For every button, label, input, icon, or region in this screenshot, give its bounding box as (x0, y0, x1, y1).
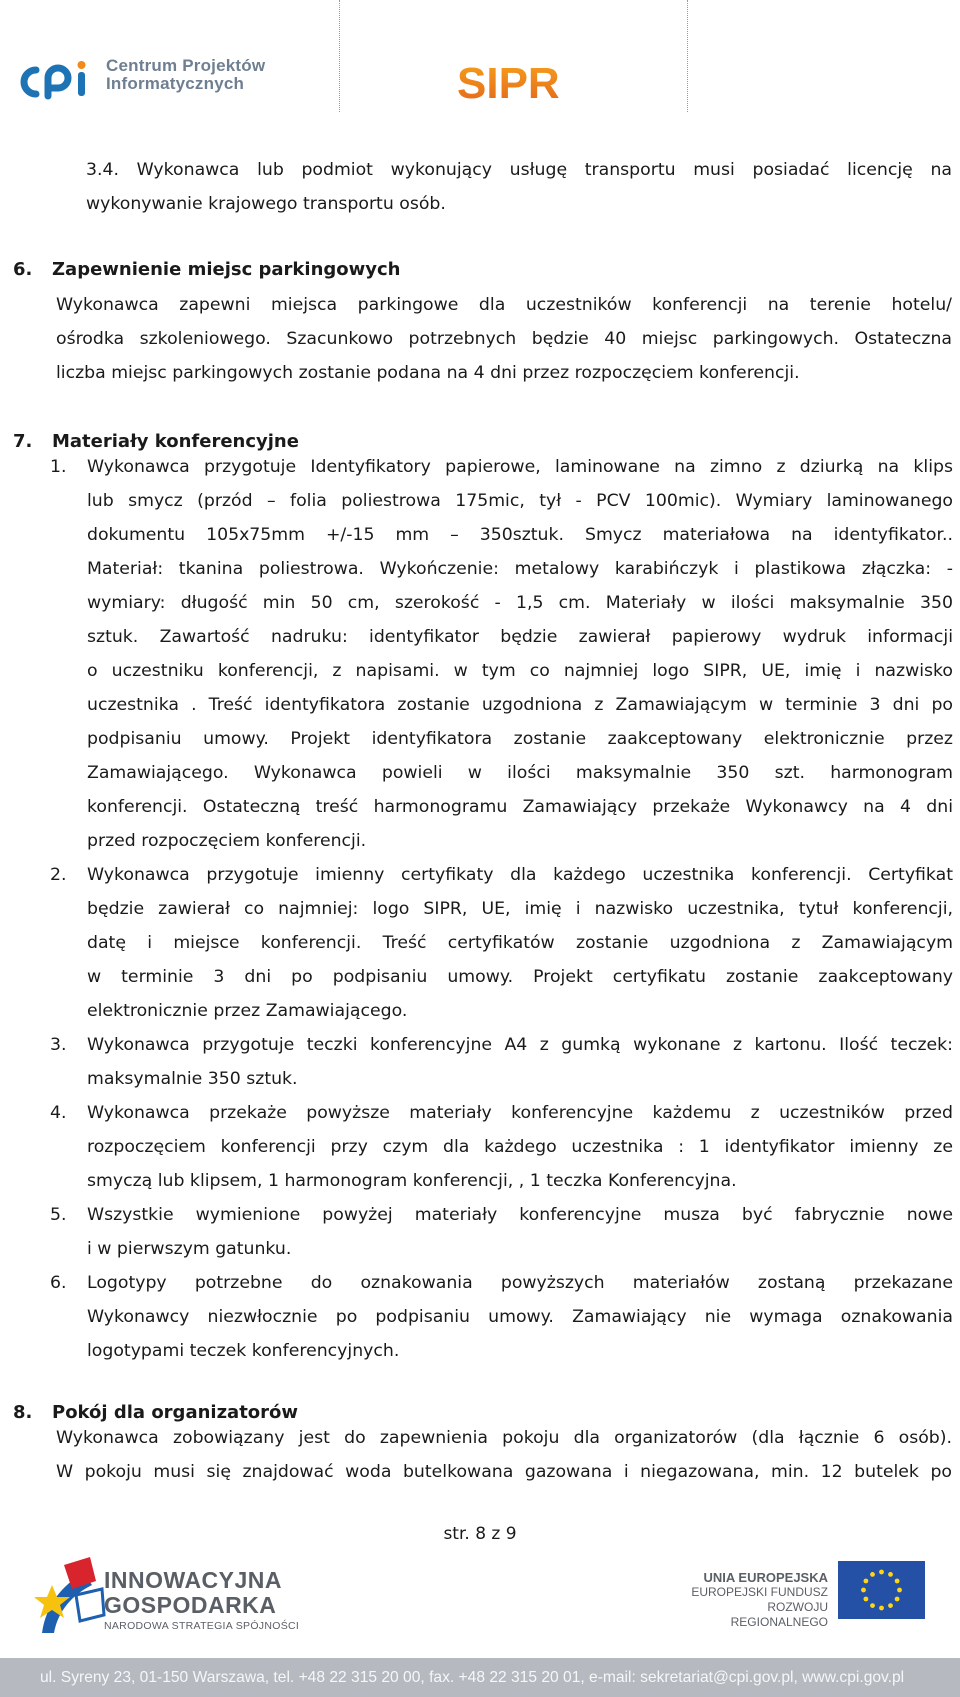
paragraph-line: o uczestniku konferencji, z napisami. w tym co najmniej logo SIPR, UE, imię i nazwisko (87, 661, 953, 681)
paragraph-line: Materiał: tkanina poliestrowa. Wykończenie: metalowy karabińczyk i plastikowa złączka: - (87, 559, 953, 579)
list-item-number: 4. (50, 1103, 67, 1123)
cpi-logo-icon (14, 56, 104, 104)
paragraph-line: smyczą lub klipsem, 1 harmonogram konferencji, , 1 teczka Konferencyjna. (87, 1171, 737, 1191)
cpi-name-line2: Informatycznych (106, 74, 245, 93)
paragraph-line: podpisaniu umowy. Projekt identyfikatora zostanie zaakceptowany elektronicznie przez (87, 729, 953, 749)
footer-address: ul. Syreny 23, 01-150 Warszawa, tel. +48 22 315 20 00, fax. +48 22 315 20 01, e-mail: sekretariat@cpi.gov.pl, www.cpi.gov.pl (40, 1669, 905, 1686)
gospodarka-text: GOSPODARKA (104, 1592, 277, 1618)
paragraph-line: Wykonawcy niezwłocznie po podpisaniu umowy. Zamawiający nie wymaga oznakowania (87, 1307, 953, 1327)
eu-flag-icon (838, 1561, 925, 1619)
paragraph-line: Logotypy potrzebne do oznakowania powyższych materiałów zostaną przekazane (87, 1273, 953, 1293)
list-item-text (87, 1198, 953, 1266)
paragraph-line: w terminie 3 dni po podpisaniu umowy. Projekt certyfikatu zostanie zaakceptowany (87, 967, 953, 987)
list-item-number: 1. (50, 457, 67, 477)
paragraph-line: sztuk. Zawartość nadruku: identyfikator będzie zawierał papierowy wydruk informacji (87, 627, 953, 647)
paragraph-line: lub smycz (przód – folia poliestrowa 175mic, tył - PCV 100mic). Wymiary laminowanego (87, 491, 953, 511)
paragraph-line: Wykonawca przekaże powyższe materiały konferencyjne każdemu z uczestników przed (87, 1103, 953, 1123)
paragraph-line: dokumentu 105x75mm +/-15 mm – 350sztuk. Smycz materiałowa na identyfikator.. (87, 525, 953, 545)
section-8-paragraph (56, 1421, 952, 1489)
paragraph-line: Wszystkie wymienione powyżej materiały konferencyjne musza być fabrycznie nowe (87, 1205, 953, 1225)
list-item-number: 5. (50, 1205, 67, 1225)
page-header (0, 0, 960, 115)
section-8-heading: Pokój dla organizatorów (52, 1402, 299, 1423)
section-7-heading: Materiały konferencyjne (52, 431, 299, 452)
list-item-text (87, 1096, 953, 1198)
paragraph-line: będzie zawierał co najmniej: logo SIPR, UE, imię i nazwisko uczestnika, tytuł konferencji, (87, 899, 953, 919)
paragraph-line: ośrodka szkoleniowego. Szacunkowo potrzebnych będzie 40 miejsc parkingowych. Ostateczna (56, 329, 952, 349)
paragraph-line: Wykonawca przygotuje Identyfikatory papierowe, laminowane na zimno z dziurką na klips (87, 457, 953, 477)
list-item-number: 6. (50, 1273, 67, 1293)
paragraph-line: konferencji. Ostateczną treść harmonogramu Zamawiający przekaże Wykonawcy na 4 dni (87, 797, 953, 817)
cpi-logo-text (106, 57, 265, 93)
paragraph-line: wykonywanie krajowego transportu osób. (86, 194, 446, 214)
list-item-number: 2. (50, 865, 67, 885)
paragraph-line: Wykonawca zapewni miejsca parkingowe dla uczestników konferencji na terenie hotelu/ (56, 295, 952, 315)
list-item-text (87, 450, 953, 858)
paragraph-line: elektronicznie przez Zamawiającego. (87, 1001, 408, 1021)
eu-line2: EUROPEJSKI FUNDUSZ (691, 1585, 828, 1599)
paragraph-line: Wykonawca zobowiązany jest do zapewnienia pokoju dla organizatorów (dla łącznie 6 osób). (56, 1428, 952, 1448)
list-item-text (87, 1028, 953, 1096)
eu-line1: UNIA EUROPEJSKA (703, 1570, 828, 1585)
paragraph-line: Wykonawca przygotuje teczki konferencyjne A4 z gumką wykonane z kartonu. Ilość teczek: (87, 1035, 953, 1055)
paragraph-line: W pokoju musi się znajdować woda butelkowana gazowana i niegazowana, min. 12 butelek po (56, 1462, 952, 1482)
header-divider (339, 0, 340, 112)
paragraph-line: przed rozpoczęciem konferencji. (87, 831, 367, 851)
section-3-4 (86, 153, 952, 221)
paragraph-line: Wykonawca przygotuje imienny certyfikaty dla każdego uczestnika konferencji. Certyfikat (87, 865, 953, 885)
page-number: str. 8 z 9 (443, 1524, 517, 1544)
paragraph-line: i w pierwszym gatunku. (87, 1239, 292, 1259)
list-item-text (87, 858, 953, 1028)
section-6-heading: Zapewnienie miejsc parkingowych (52, 259, 401, 280)
paragraph-line: Zamawiającego. Wykonawca powieli w ilości maksymalnie 350 szt. harmonogram (87, 763, 953, 783)
section-6-paragraph (56, 288, 952, 390)
paragraph-line: 3.4. Wykonawca lub podmiot wykonujący usługę transportu musi posiadać licencję na (86, 160, 952, 180)
list-item-number: 3. (50, 1035, 67, 1055)
header-divider (687, 0, 688, 112)
section-6-number: 6. (13, 259, 33, 280)
paragraph-line: rozpoczęciem konferencji przy czym dla każdego uczestnika : 1 identyfikator imienny ze (87, 1137, 953, 1157)
section-8-number: 8. (13, 1402, 33, 1423)
paragraph-line: maksymalnie 350 sztuk. (87, 1069, 298, 1089)
sipr-logo-icon (455, 56, 580, 106)
innowacyjna-text: INNOWACYJNA (104, 1567, 283, 1593)
section-7-number: 7. (13, 431, 33, 452)
paragraph-line: wymiary: długość min 50 cm, szerokość - 1,5 cm. Materiały w ilości maksymalnie 350 (87, 593, 953, 613)
paragraph-line: datę i miejsce konferencji. Treść certyfikatów zostanie uzgodniona z Zamawiającym (87, 933, 953, 953)
innowacyjna-gospodarka-logo-icon (32, 1555, 110, 1637)
eu-fund-text (668, 1570, 828, 1630)
list-item-text (87, 1266, 953, 1368)
svg-text:SIPR: SIPR (457, 59, 560, 106)
paragraph-line: uczestnika . Treść identyfikatora zostanie uzgodniona z Zamawiającym w terminie 3 dni po (87, 695, 953, 715)
cpi-name-line1: Centrum Projektów (106, 56, 266, 75)
paragraph-line: liczba miejsc parkingowych zostanie podana na 4 dni przez rozpoczęciem konferencji. (56, 363, 800, 383)
strategia-text: NARODOWA STRATEGIA SPÓJNOŚCI (104, 1620, 300, 1632)
paragraph-line: logotypami teczek konferencyjnych. (87, 1341, 400, 1361)
eu-line3: ROZWOJU REGIONALNEGO (730, 1600, 828, 1629)
